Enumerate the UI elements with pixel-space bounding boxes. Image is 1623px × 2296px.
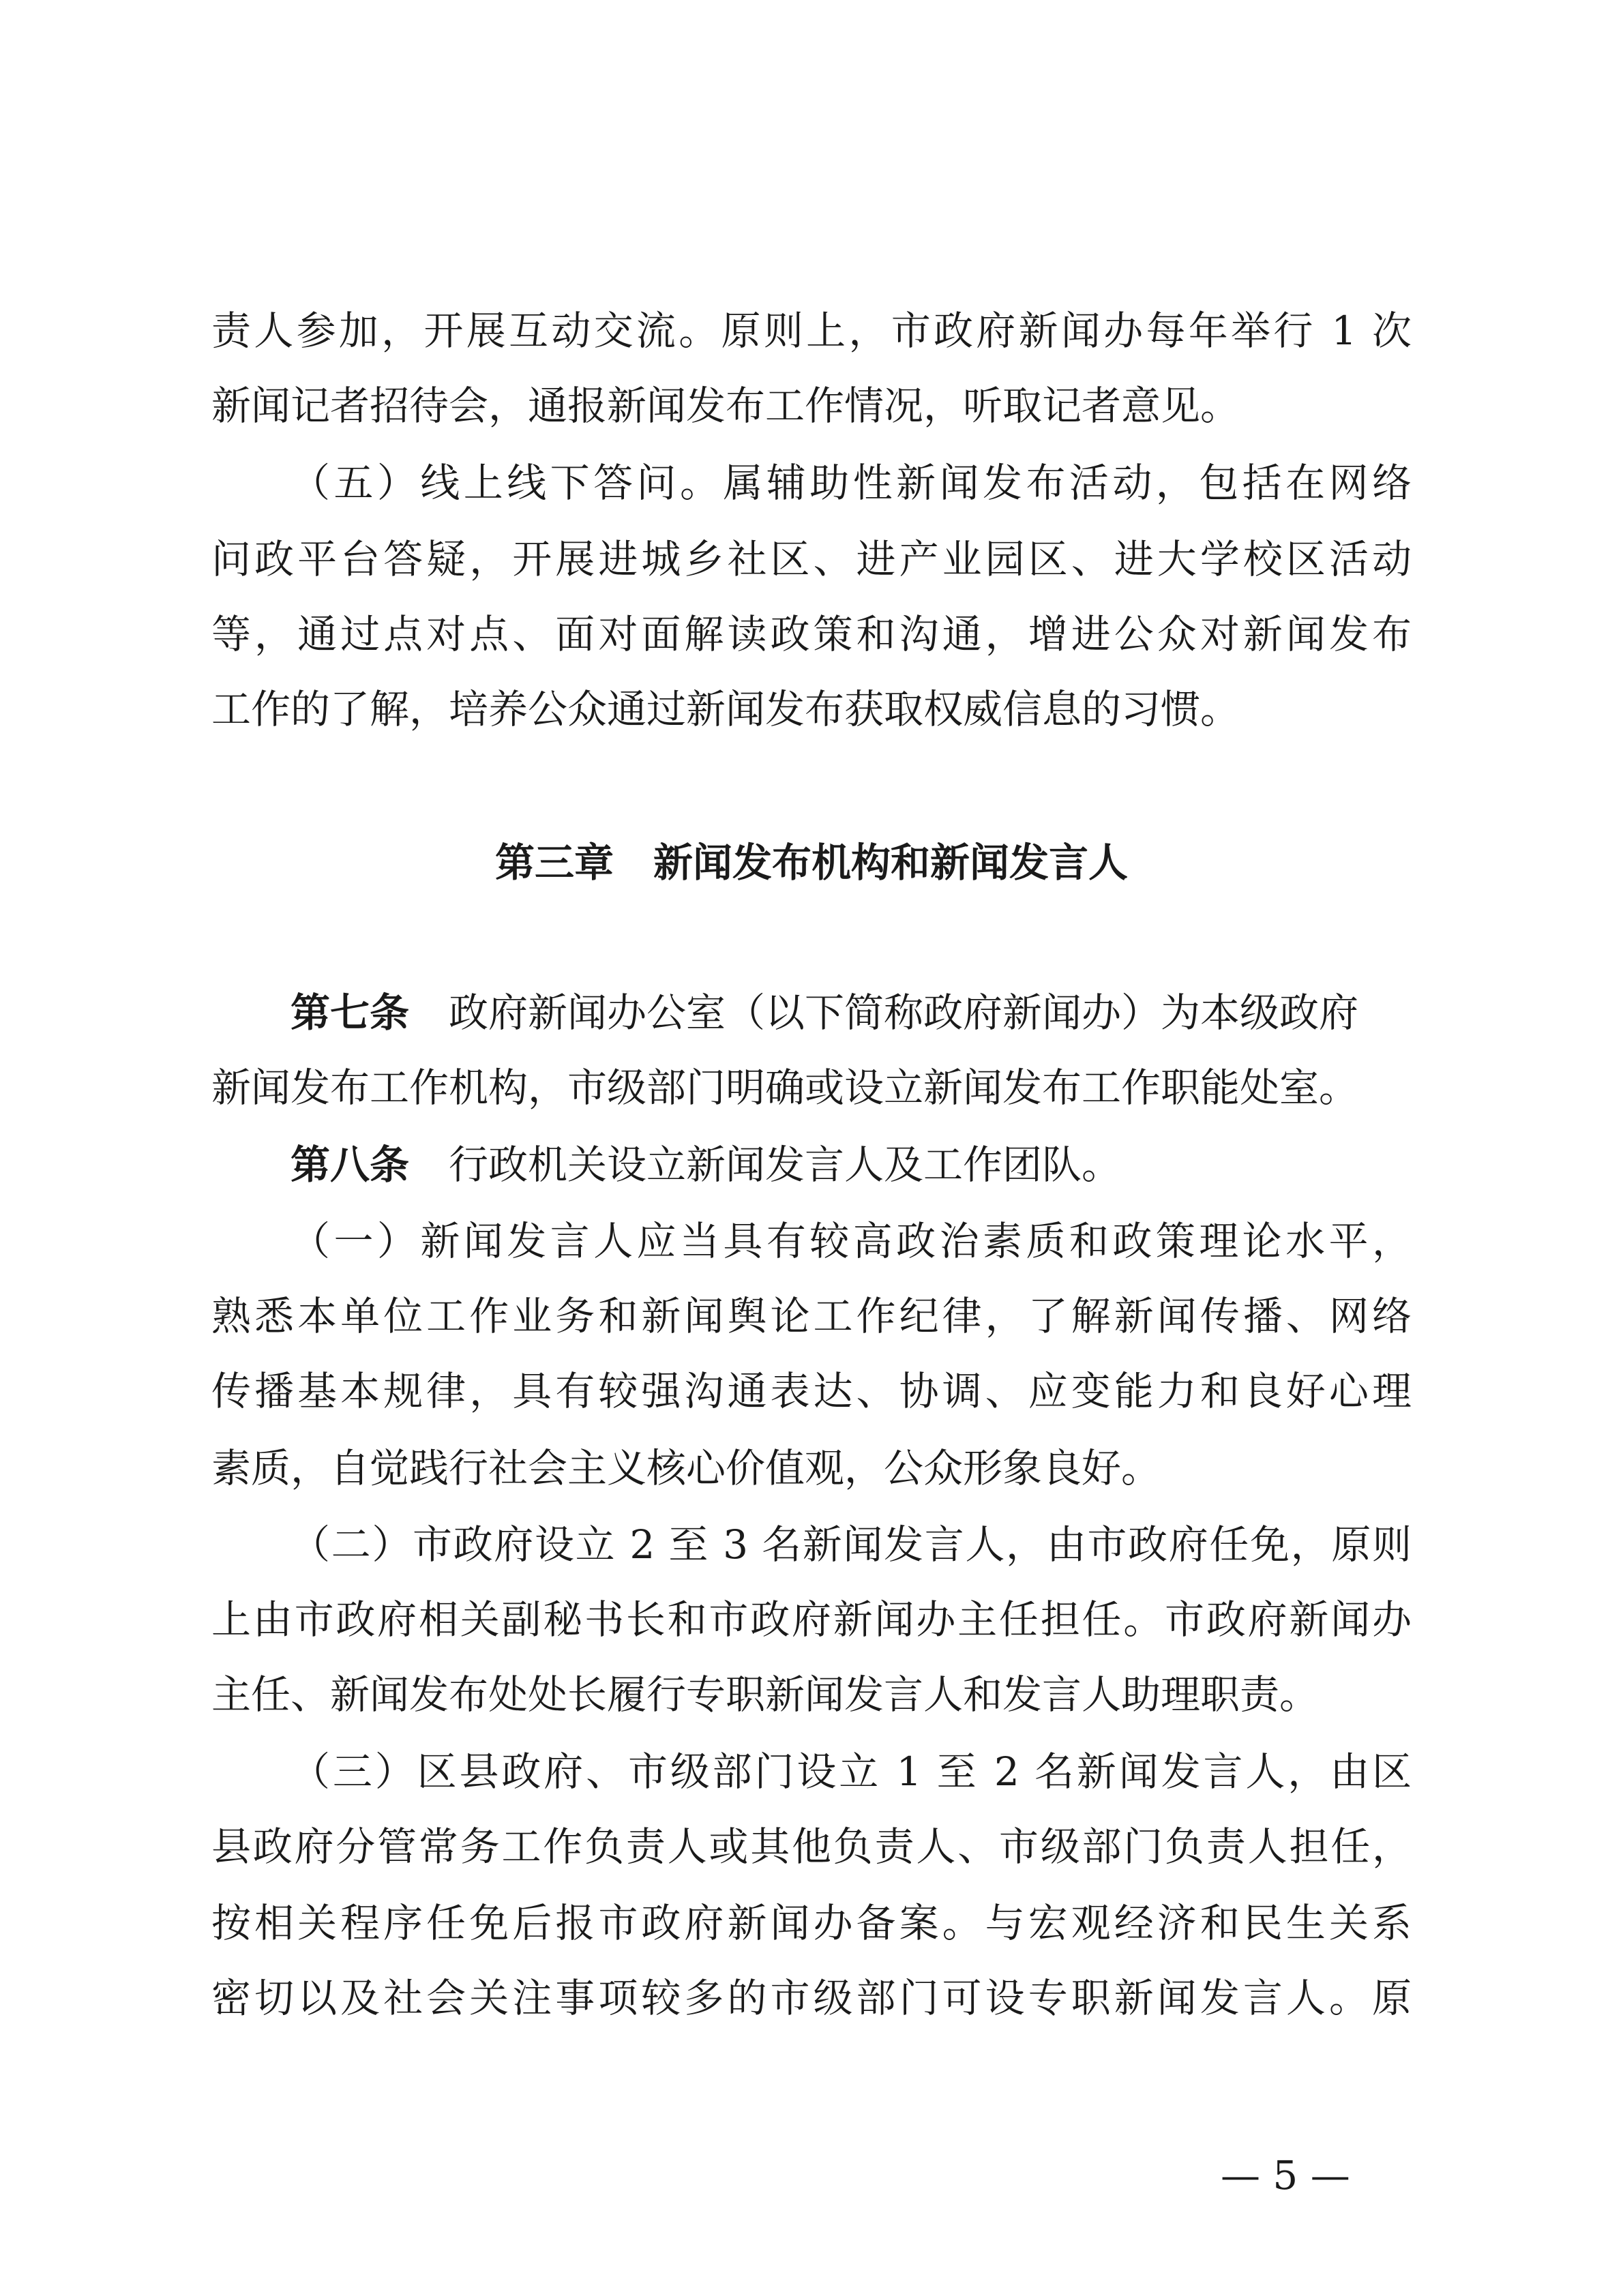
text-line: 密切以及社会关注事项较多的市级部门可设专职新闻发言人。原 (211, 1975, 1412, 2021)
text-line: 素质，自觉践行社会主义核心价值观，公众形象良好。 (211, 1445, 1161, 1491)
text-line: 责人参加，开展互动交流。原则上，市政府新闻办每年举行 1 次 (211, 308, 1412, 354)
text-line: （五）线上线下答问。属辅助性新闻发布活动，包括在网络 (291, 460, 1412, 506)
text-line: 传播基本规律，具有较强沟通表达、协调、应变能力和良好心理 (211, 1368, 1412, 1414)
text-line: 问政平台答疑，开展进城乡社区、进产业园区、进大学校区活动 (211, 536, 1412, 582)
text-line: 新闻记者招待会，通报新闻发布工作情况，听取记者意见。 (211, 383, 1240, 429)
article-8-label: 第八条 (291, 1142, 410, 1188)
text-line: （一）新闻发言人应当具有较高政治素质和政策理论水平， (291, 1218, 1412, 1264)
text-line: 工作的了解，培养公众通过新闻发布获取权威信息的习惯。 (211, 686, 1240, 732)
article-7-line (291, 985, 1412, 1040)
text-line: 等，通过点对点、面对面解读政策和沟通，增进公众对新闻发布 (211, 611, 1412, 657)
text-line: （三）区县政府、市级部门设立 1 至 2 名新闻发言人，由区 (291, 1748, 1412, 1795)
chapter-heading: 第三章 新闻发布机构和新闻发言人 (494, 839, 1128, 886)
text-line: 熟悉本单位工作业务和新闻舆论工作纪律，了解新闻传播、网络 (211, 1293, 1412, 1339)
text-line: 新闻发布工作机构，市级部门明确或设立新闻发布工作职能处室。 (211, 1064, 1359, 1111)
text-line: 按相关程序任免后报市政府新闻办备案。与宏观经济和民生关系 (211, 1900, 1412, 1946)
text-line: 县政府分管常务工作负责人或其他负责人、市级部门负责人担任， (211, 1823, 1412, 1870)
article-7-text: 政府新闻办公室（以下简称政府新闻办）为本级政府 (449, 989, 1359, 1036)
article-7-label: 第七条 (291, 989, 410, 1036)
text-line: 上由市政府相关副秘书长和市政府新闻办主任担任。市政府新闻办 (211, 1596, 1412, 1643)
text-line: （二）市政府设立 2 至 3 名新闻发言人，由市政府任免，原则 (291, 1521, 1412, 1568)
page-number: — 5 — (1221, 2152, 1350, 2198)
text-line: 主任、新闻发布处处长履行专职新闻发言人和发言人助理职责。 (211, 1671, 1320, 1718)
article-8-line (291, 1137, 1412, 1192)
article-8-text: 行政机关设立新闻发言人及工作团队。 (449, 1142, 1122, 1188)
